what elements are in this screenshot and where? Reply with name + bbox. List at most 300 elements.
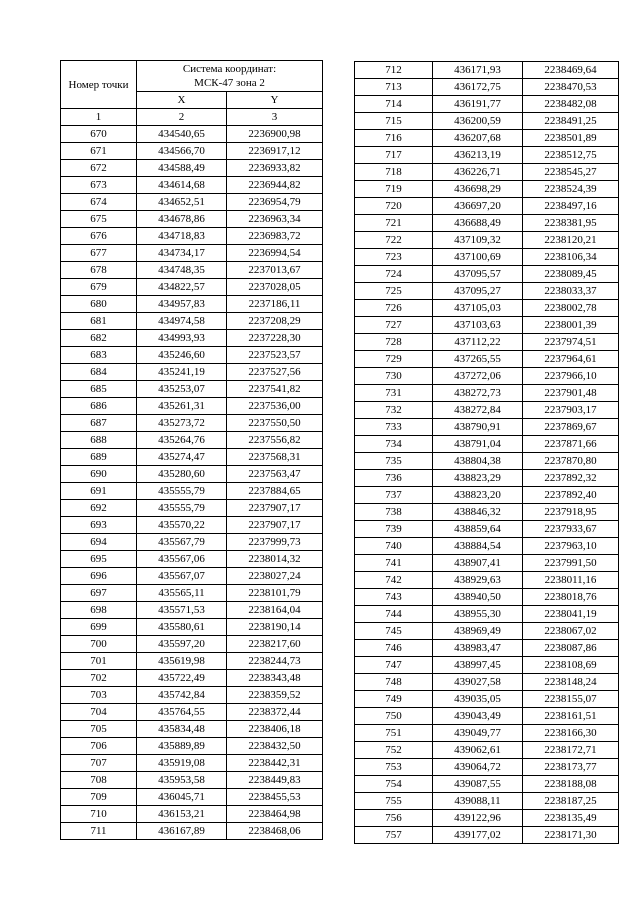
- point-number-cell: 715: [355, 113, 433, 130]
- x-coordinate-cell: 435567,06: [137, 551, 227, 568]
- x-coordinate-cell: 437095,27: [433, 283, 523, 300]
- table-row: [355, 300, 619, 317]
- point-number-cell: 746: [355, 640, 433, 657]
- point-number-cell: 674: [61, 194, 137, 211]
- point-number-cell: 727: [355, 317, 433, 334]
- point-number-cell: 676: [61, 228, 137, 245]
- y-coordinate-cell: 2236917,12: [227, 143, 323, 160]
- point-number-cell: 673: [61, 177, 137, 194]
- x-coordinate-cell: 436207,68: [433, 130, 523, 147]
- x-coordinate-cell: 435570,22: [137, 517, 227, 534]
- y-coordinate-cell: 2236933,82: [227, 160, 323, 177]
- x-coordinate-cell: 435280,60: [137, 466, 227, 483]
- y-coordinate-cell: 2238033,37: [523, 283, 619, 300]
- table-row: [61, 568, 323, 585]
- y-coordinate-cell: 2237869,67: [523, 419, 619, 436]
- point-number-cell: 705: [61, 721, 137, 738]
- y-coordinate-cell: 2237964,61: [523, 351, 619, 368]
- point-number-cell: 721: [355, 215, 433, 232]
- table-row: [355, 198, 619, 215]
- x-coordinate-cell: 434540,65: [137, 126, 227, 143]
- point-number-cell: 680: [61, 296, 137, 313]
- point-number-header: Номер точки: [61, 61, 137, 109]
- y-coordinate-cell: 2236983,72: [227, 228, 323, 245]
- point-number-cell: 756: [355, 810, 433, 827]
- point-number-cell: 697: [61, 585, 137, 602]
- x-coordinate-cell: 438940,50: [433, 589, 523, 606]
- table-row: [355, 351, 619, 368]
- y-coordinate-cell: 2238106,34: [523, 249, 619, 266]
- y-coordinate-cell: 2237903,17: [523, 402, 619, 419]
- point-number-cell: 720: [355, 198, 433, 215]
- y-coordinate-cell: 2238217,60: [227, 636, 323, 653]
- table-row: [61, 789, 323, 806]
- table-row: [61, 313, 323, 330]
- y-coordinate-cell: 2238190,14: [227, 619, 323, 636]
- point-number-cell: 750: [355, 708, 433, 725]
- point-number-cell: 710: [61, 806, 137, 823]
- table-row: [61, 534, 323, 551]
- table-row: [355, 572, 619, 589]
- table-row: [61, 483, 323, 500]
- table-row: [355, 402, 619, 419]
- table-row: [61, 466, 323, 483]
- point-number-cell: 734: [355, 436, 433, 453]
- x-coordinate-cell: 436213,19: [433, 147, 523, 164]
- point-number-cell: 740: [355, 538, 433, 555]
- point-number-cell: 742: [355, 572, 433, 589]
- x-coordinate-cell: 434974,58: [137, 313, 227, 330]
- point-number-cell: 752: [355, 742, 433, 759]
- point-number-cell: 672: [61, 160, 137, 177]
- x-coordinate-cell: 434748,35: [137, 262, 227, 279]
- y-coordinate-cell: 2238372,44: [227, 704, 323, 721]
- x-coordinate-cell: 435597,20: [137, 636, 227, 653]
- point-number-cell: 689: [61, 449, 137, 466]
- table-row: [61, 279, 323, 296]
- y-coordinate-cell: 2237186,11: [227, 296, 323, 313]
- table-row: [355, 487, 619, 504]
- x-coordinate-cell: 437103,63: [433, 317, 523, 334]
- y-coordinate-cell: 2238497,16: [523, 198, 619, 215]
- y-coordinate-cell: 2237523,57: [227, 347, 323, 364]
- point-number-cell: 716: [355, 130, 433, 147]
- x-coordinate-cell: 434718,83: [137, 228, 227, 245]
- point-number-cell: 735: [355, 453, 433, 470]
- point-number-cell: 688: [61, 432, 137, 449]
- y-coordinate-cell: 2237966,10: [523, 368, 619, 385]
- x-coordinate-cell: 434614,68: [137, 177, 227, 194]
- y-coordinate-cell: 2238468,06: [227, 823, 323, 840]
- y-coordinate-cell: 2237918,95: [523, 504, 619, 521]
- point-number-cell: 757: [355, 827, 433, 844]
- table-row: [61, 398, 323, 415]
- table-row: [355, 606, 619, 623]
- table-row: [355, 181, 619, 198]
- x-coordinate-cell: 438859,64: [433, 521, 523, 538]
- left-table-body: [61, 126, 323, 840]
- x-coordinate-cell: 439027,58: [433, 674, 523, 691]
- point-number-cell: 678: [61, 262, 137, 279]
- x-coordinate-cell: 439122,96: [433, 810, 523, 827]
- y-coordinate-cell: 2238161,51: [523, 708, 619, 725]
- x-coordinate-cell: 437272,06: [433, 368, 523, 385]
- point-number-cell: 694: [61, 534, 137, 551]
- point-number-cell: 701: [61, 653, 137, 670]
- point-number-cell: 755: [355, 793, 433, 810]
- table-row: [61, 585, 323, 602]
- y-coordinate-cell: 2238512,75: [523, 147, 619, 164]
- point-number-cell: 751: [355, 725, 433, 742]
- y-coordinate-cell: 2237901,48: [523, 385, 619, 402]
- x-coordinate-cell: 435241,19: [137, 364, 227, 381]
- table-row: [355, 96, 619, 113]
- x-coordinate-cell: 435264,76: [137, 432, 227, 449]
- coordinates-table-right: [354, 61, 619, 844]
- x-coordinate-cell: 436167,89: [137, 823, 227, 840]
- table-row: [61, 126, 323, 143]
- y-coordinate-cell: 2238469,64: [523, 62, 619, 79]
- x-coordinate-cell: 437100,69: [433, 249, 523, 266]
- x-coordinate-cell: 434822,57: [137, 279, 227, 296]
- y-coordinate-cell: 2238173,77: [523, 759, 619, 776]
- x-coordinate-cell: 438884,54: [433, 538, 523, 555]
- x-coordinate-cell: 435742,84: [137, 687, 227, 704]
- y-coordinate-cell: 2237933,67: [523, 521, 619, 538]
- table-row: [61, 670, 323, 687]
- table-row: [355, 691, 619, 708]
- x-coordinate-cell: 439064,72: [433, 759, 523, 776]
- point-number-cell: 753: [355, 759, 433, 776]
- point-number-cell: 730: [355, 368, 433, 385]
- x-coordinate-cell: 434734,17: [137, 245, 227, 262]
- x-coordinate-cell: 438823,20: [433, 487, 523, 504]
- y-coordinate-cell: 2237563,47: [227, 466, 323, 483]
- y-coordinate-cell: 2237871,66: [523, 436, 619, 453]
- point-number-cell: 736: [355, 470, 433, 487]
- table-row: [61, 381, 323, 398]
- x-coordinate-cell: 434957,83: [137, 296, 227, 313]
- coordinates-table-left: [60, 60, 323, 840]
- y-coordinate-cell: 2238524,39: [523, 181, 619, 198]
- y-coordinate-cell: 2238101,79: [227, 585, 323, 602]
- point-number-cell: 692: [61, 500, 137, 517]
- y-coordinate-cell: 2237907,17: [227, 517, 323, 534]
- point-number-cell: 728: [355, 334, 433, 351]
- point-number-cell: 696: [61, 568, 137, 585]
- table-row: [61, 432, 323, 449]
- y-coordinate-cell: 2237568,31: [227, 449, 323, 466]
- y-coordinate-cell: 2237028,05: [227, 279, 323, 296]
- y-coordinate-cell: 2237228,30: [227, 330, 323, 347]
- point-number-cell: 687: [61, 415, 137, 432]
- y-coordinate-cell: 2238067,02: [523, 623, 619, 640]
- point-number-cell: 709: [61, 789, 137, 806]
- point-number-cell: 708: [61, 772, 137, 789]
- table-row: [355, 742, 619, 759]
- point-number-cell: 749: [355, 691, 433, 708]
- table-row: [61, 415, 323, 432]
- x-coordinate-cell: 434678,86: [137, 211, 227, 228]
- table-row: [355, 266, 619, 283]
- table-row: [355, 759, 619, 776]
- table-row: [355, 538, 619, 555]
- point-number-cell: 741: [355, 555, 433, 572]
- y-coordinate-cell: 2238027,24: [227, 568, 323, 585]
- y-coordinate-cell: 2238432,50: [227, 738, 323, 755]
- point-number-cell: 748: [355, 674, 433, 691]
- table-row: [61, 551, 323, 568]
- x-coordinate-cell: 438997,45: [433, 657, 523, 674]
- x-coordinate-cell: 438823,29: [433, 470, 523, 487]
- x-coordinate-cell: 434566,70: [137, 143, 227, 160]
- x-coordinate-cell: 437105,03: [433, 300, 523, 317]
- table-row: [61, 619, 323, 636]
- coordinate-system-zone: МСК-47 зона 2: [194, 76, 265, 89]
- point-number-cell: 690: [61, 466, 137, 483]
- y-coordinate-cell: 2238148,24: [523, 674, 619, 691]
- table-row: [355, 62, 619, 79]
- table-row: [355, 368, 619, 385]
- x-coordinate-cell: 437109,32: [433, 232, 523, 249]
- x-coordinate-cell: 438929,63: [433, 572, 523, 589]
- point-number-cell: 698: [61, 602, 137, 619]
- y-coordinate-cell: 2238172,71: [523, 742, 619, 759]
- x-coordinate-cell: 435555,79: [137, 500, 227, 517]
- y-coordinate-cell: 2237999,73: [227, 534, 323, 551]
- x-coordinate-cell: 439087,55: [433, 776, 523, 793]
- table-row: [61, 449, 323, 466]
- point-number-cell: 707: [61, 755, 137, 772]
- table-row: [61, 347, 323, 364]
- x-coordinate-cell: 439043,49: [433, 708, 523, 725]
- table-row: [355, 521, 619, 538]
- table-row: [61, 636, 323, 653]
- y-coordinate-cell: 2236994,54: [227, 245, 323, 262]
- point-number-cell: 675: [61, 211, 137, 228]
- y-coordinate-cell: 2236900,98: [227, 126, 323, 143]
- table-row: [61, 772, 323, 789]
- x-coordinate-cell: 436153,21: [137, 806, 227, 823]
- table-row: [355, 504, 619, 521]
- table-row: [355, 147, 619, 164]
- x-coordinate-cell: 435834,48: [137, 721, 227, 738]
- point-number-cell: 744: [355, 606, 433, 623]
- y-coordinate-cell: 2237013,67: [227, 262, 323, 279]
- point-number-cell: 699: [61, 619, 137, 636]
- point-number-cell: 703: [61, 687, 137, 704]
- y-coordinate-cell: 2238188,08: [523, 776, 619, 793]
- table-row: [355, 385, 619, 402]
- point-number-cell: 739: [355, 521, 433, 538]
- y-coordinate-cell: 2237550,50: [227, 415, 323, 432]
- x-coordinate-cell: 435555,79: [137, 483, 227, 500]
- table-row: [355, 130, 619, 147]
- y-coordinate-cell: 2237208,29: [227, 313, 323, 330]
- point-number-cell: 671: [61, 143, 137, 160]
- y-coordinate-cell: 2238001,39: [523, 317, 619, 334]
- point-number-cell: 682: [61, 330, 137, 347]
- y-coordinate-cell: 2238482,08: [523, 96, 619, 113]
- table-row: [355, 657, 619, 674]
- point-number-cell: 712: [355, 62, 433, 79]
- y-coordinate-cell: 2238359,52: [227, 687, 323, 704]
- point-number-cell: 683: [61, 347, 137, 364]
- point-number-cell: 700: [61, 636, 137, 653]
- table-row: [61, 194, 323, 211]
- table-row: [61, 211, 323, 228]
- point-number-cell: 726: [355, 300, 433, 317]
- table-row: [61, 755, 323, 772]
- y-coordinate-cell: 2237892,40: [523, 487, 619, 504]
- x-coordinate-cell: 438969,49: [433, 623, 523, 640]
- table-row: [355, 555, 619, 572]
- point-number-cell: 670: [61, 126, 137, 143]
- table-row: [355, 708, 619, 725]
- point-number-cell: 745: [355, 623, 433, 640]
- y-coordinate-cell: 2237527,56: [227, 364, 323, 381]
- column-index-3: 3: [227, 109, 323, 126]
- y-coordinate-cell: 2236944,82: [227, 177, 323, 194]
- table-row: [355, 436, 619, 453]
- point-number-cell: 711: [61, 823, 137, 840]
- table-row: [61, 296, 323, 313]
- table-row: [355, 674, 619, 691]
- table-row: [355, 725, 619, 742]
- table-row: [355, 793, 619, 810]
- x-coordinate-cell: 434993,93: [137, 330, 227, 347]
- table-row: [61, 245, 323, 262]
- x-coordinate-cell: 436172,75: [433, 79, 523, 96]
- right-table-body: [355, 62, 619, 844]
- y-coordinate-cell: 2237892,32: [523, 470, 619, 487]
- point-number-cell: 718: [355, 164, 433, 181]
- x-coordinate-cell: 435273,72: [137, 415, 227, 432]
- x-coordinate-cell: 435567,79: [137, 534, 227, 551]
- table-row: [61, 143, 323, 160]
- point-number-cell: 685: [61, 381, 137, 398]
- table-row: [61, 653, 323, 670]
- table-row: [61, 721, 323, 738]
- table-row: [355, 232, 619, 249]
- table-row: [61, 517, 323, 534]
- x-coordinate-cell: 439035,05: [433, 691, 523, 708]
- y-coordinate-cell: 2237974,51: [523, 334, 619, 351]
- x-coordinate-cell: 439049,77: [433, 725, 523, 742]
- x-coordinate-cell: 436200,59: [433, 113, 523, 130]
- x-coordinate-cell: 436226,71: [433, 164, 523, 181]
- point-number-cell: 693: [61, 517, 137, 534]
- x-coordinate-cell: 435764,55: [137, 704, 227, 721]
- y-header: Y: [227, 91, 323, 108]
- x-coordinate-cell: 438804,38: [433, 453, 523, 470]
- point-number-cell: 719: [355, 181, 433, 198]
- table-row: [355, 113, 619, 130]
- table-row: [61, 500, 323, 517]
- point-number-cell: 754: [355, 776, 433, 793]
- y-coordinate-cell: 2237884,65: [227, 483, 323, 500]
- x-coordinate-cell: 438907,41: [433, 555, 523, 572]
- y-coordinate-cell: 2238501,89: [523, 130, 619, 147]
- point-number-cell: 679: [61, 279, 137, 296]
- y-coordinate-cell: 2238545,27: [523, 164, 619, 181]
- x-coordinate-cell: 438272,84: [433, 402, 523, 419]
- y-coordinate-cell: 2238455,53: [227, 789, 323, 806]
- column-index-1: 1: [61, 109, 137, 126]
- point-number-cell: 743: [355, 589, 433, 606]
- x-coordinate-cell: 435889,89: [137, 738, 227, 755]
- x-coordinate-cell: 435246,60: [137, 347, 227, 364]
- table-row: [61, 330, 323, 347]
- y-coordinate-cell: 2238171,30: [523, 827, 619, 844]
- y-coordinate-cell: 2238120,21: [523, 232, 619, 249]
- x-coordinate-cell: 435722,49: [137, 670, 227, 687]
- point-number-cell: 714: [355, 96, 433, 113]
- y-coordinate-cell: 2237556,82: [227, 432, 323, 449]
- y-coordinate-cell: 2238041,19: [523, 606, 619, 623]
- point-number-cell: 731: [355, 385, 433, 402]
- x-coordinate-cell: 438272,73: [433, 385, 523, 402]
- x-coordinate-cell: 435253,07: [137, 381, 227, 398]
- table-row: [355, 164, 619, 181]
- x-coordinate-cell: 438955,30: [433, 606, 523, 623]
- x-coordinate-cell: 437265,55: [433, 351, 523, 368]
- y-coordinate-cell: 2238135,49: [523, 810, 619, 827]
- x-coordinate-cell: 438791,04: [433, 436, 523, 453]
- x-coordinate-cell: 439088,11: [433, 793, 523, 810]
- x-coordinate-cell: 439177,02: [433, 827, 523, 844]
- table-row: [61, 262, 323, 279]
- x-coordinate-cell: 438846,32: [433, 504, 523, 521]
- point-number-cell: 706: [61, 738, 137, 755]
- y-coordinate-cell: 2237536,00: [227, 398, 323, 415]
- table-row: [355, 776, 619, 793]
- x-coordinate-cell: 435953,58: [137, 772, 227, 789]
- point-number-cell: 737: [355, 487, 433, 504]
- x-coordinate-cell: 436697,20: [433, 198, 523, 215]
- table-row: [61, 704, 323, 721]
- x-coordinate-cell: 435565,11: [137, 585, 227, 602]
- x-coordinate-cell: 436688,49: [433, 215, 523, 232]
- table-row: [61, 364, 323, 381]
- point-number-cell: 691: [61, 483, 137, 500]
- table-row: [355, 640, 619, 657]
- x-coordinate-cell: 439062,61: [433, 742, 523, 759]
- table-row: [61, 687, 323, 704]
- table-row: [355, 810, 619, 827]
- point-number-cell: 733: [355, 419, 433, 436]
- table-row: [355, 249, 619, 266]
- point-number-cell: 677: [61, 245, 137, 262]
- x-coordinate-cell: 435919,08: [137, 755, 227, 772]
- y-coordinate-cell: 2238442,31: [227, 755, 323, 772]
- table-row: [355, 470, 619, 487]
- point-number-cell: 713: [355, 79, 433, 96]
- x-coordinate-cell: 434588,49: [137, 160, 227, 177]
- y-coordinate-cell: 2238108,69: [523, 657, 619, 674]
- table-row: [61, 602, 323, 619]
- y-coordinate-cell: 2237870,80: [523, 453, 619, 470]
- column-index-2: 2: [137, 109, 227, 126]
- table-row: [355, 334, 619, 351]
- point-number-cell: 725: [355, 283, 433, 300]
- y-coordinate-cell: 2238018,76: [523, 589, 619, 606]
- table-row: [61, 177, 323, 194]
- table-row: [355, 215, 619, 232]
- table-row: [61, 823, 323, 840]
- y-coordinate-cell: 2238002,78: [523, 300, 619, 317]
- table-row: [355, 453, 619, 470]
